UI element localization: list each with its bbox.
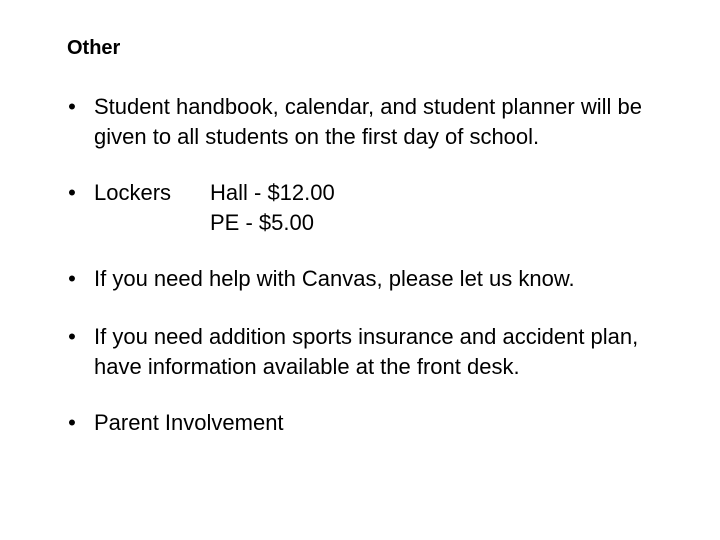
lockers-prices xyxy=(210,178,335,238)
bullet-text: If you need help with Canvas, please let us know. xyxy=(94,266,575,291)
slide-title: Other xyxy=(67,37,121,59)
hall-locker-price: Hall - $12.00 xyxy=(210,180,335,205)
bullet-dot-icon: • xyxy=(68,94,76,119)
bullet-text: If you need addition sports insurance and accident plan, have information available at the front desk. xyxy=(94,324,639,379)
bullet-text: Parent Involvement xyxy=(94,410,284,435)
bullet-dot-icon: • xyxy=(68,180,76,205)
bullet-dot-icon: • xyxy=(68,410,76,435)
bullet-dot-icon: • xyxy=(68,324,76,349)
bullet-dot-icon: • xyxy=(68,266,76,291)
pe-locker-price: PE - $5.00 xyxy=(210,210,314,235)
bullet-text: Student handbook, calendar, and student planner will be given to all students on the first day of school. xyxy=(94,94,642,149)
lockers-label: Lockers xyxy=(94,180,172,205)
